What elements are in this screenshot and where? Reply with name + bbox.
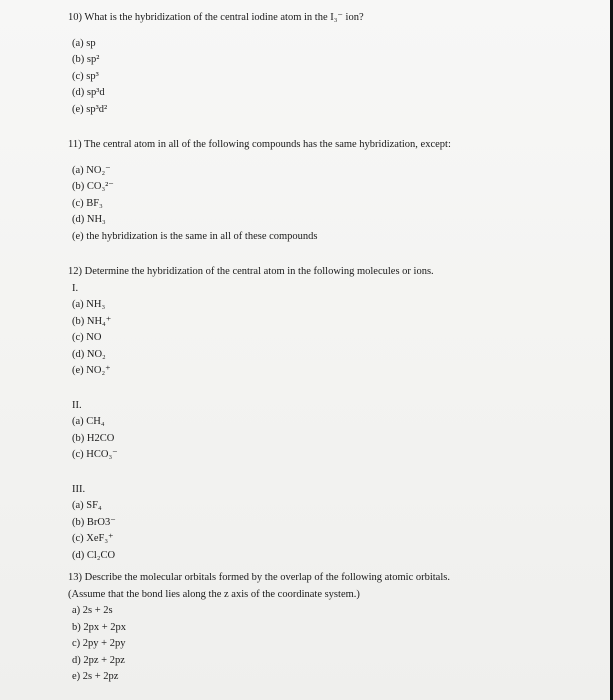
- q13-option-c: c) 2py + 2py: [72, 638, 126, 649]
- q11-option-e: (e) the hybridization is the same in all of these compounds: [72, 230, 318, 242]
- q12-part1-c: (c) NO: [72, 332, 102, 343]
- q12-part1-b: (b) NH₄⁺: [72, 315, 112, 327]
- q12-part1-d: (d) NO₂: [72, 348, 106, 360]
- q11-option-d: (d) NH₃: [72, 214, 106, 225]
- q12-part-3-label: III.: [72, 483, 86, 495]
- question-10-stem: 10) What is the hybridization of the central iodine atom in the I₃⁻ ion?: [68, 12, 364, 23]
- q12-part-2-label: II.: [72, 399, 82, 411]
- q12-part-1-label: I.: [72, 282, 79, 294]
- question-11: [68, 137, 451, 245]
- question-11-stem: 11) The central atom in all of the following compounds has the same hybridization, except:: [68, 139, 451, 150]
- q11-option-a: (a) NO₂⁻: [72, 164, 111, 176]
- question-13-stem: 13) Describe the molecular orbitals formed by the overlap of the following atomic orbitals.: [68, 572, 450, 583]
- q10-option-e: (e) sp³d²: [72, 103, 108, 115]
- question-10: [68, 10, 364, 118]
- q12-part3-a: (a) SF₄: [72, 500, 102, 511]
- q11-option-c: (c) BF₃: [72, 197, 103, 209]
- question-12-stem: 12) Determine the hybridization of the central atom in the following molecules or ions.: [68, 266, 434, 277]
- q12-part3-c: (c) XeF₃⁺: [72, 533, 114, 544]
- q13-option-e: e) 2s + 2pz: [72, 671, 119, 682]
- question-13-stem-note: (Assume that the bond lies along the z axis of the coordinate system.): [68, 588, 360, 600]
- q13-option-b: b) 2px + 2px: [72, 621, 127, 633]
- q12-part3-b: (b) BrO3⁻: [72, 516, 116, 528]
- q12-part2-a: (a) CH₄: [72, 416, 105, 427]
- q12-part1-a: (a) NH₃: [72, 299, 106, 310]
- q12-part2-b: (b) H2CO: [72, 432, 115, 444]
- question-12: [68, 264, 434, 564]
- q10-option-d: (d) sp³d: [72, 87, 105, 98]
- q13-option-a: a) 2s + 2s: [72, 605, 113, 616]
- q11-option-b: (b) CO₃²⁻: [72, 181, 114, 192]
- q12-part2-c: (c) HCO₃⁻: [72, 449, 118, 460]
- question-13: [68, 570, 450, 686]
- q12-part1-e: (e) NO₂⁺: [72, 365, 111, 376]
- q10-option-a: (a) sp: [72, 37, 96, 49]
- q10-option-c: (c) sp³: [72, 70, 99, 82]
- q12-part3-d: (d) Cl₂CO: [72, 549, 116, 561]
- q13-option-d: d) 2pz + 2pz: [72, 654, 125, 666]
- q10-option-b: (b) sp²: [72, 54, 100, 65]
